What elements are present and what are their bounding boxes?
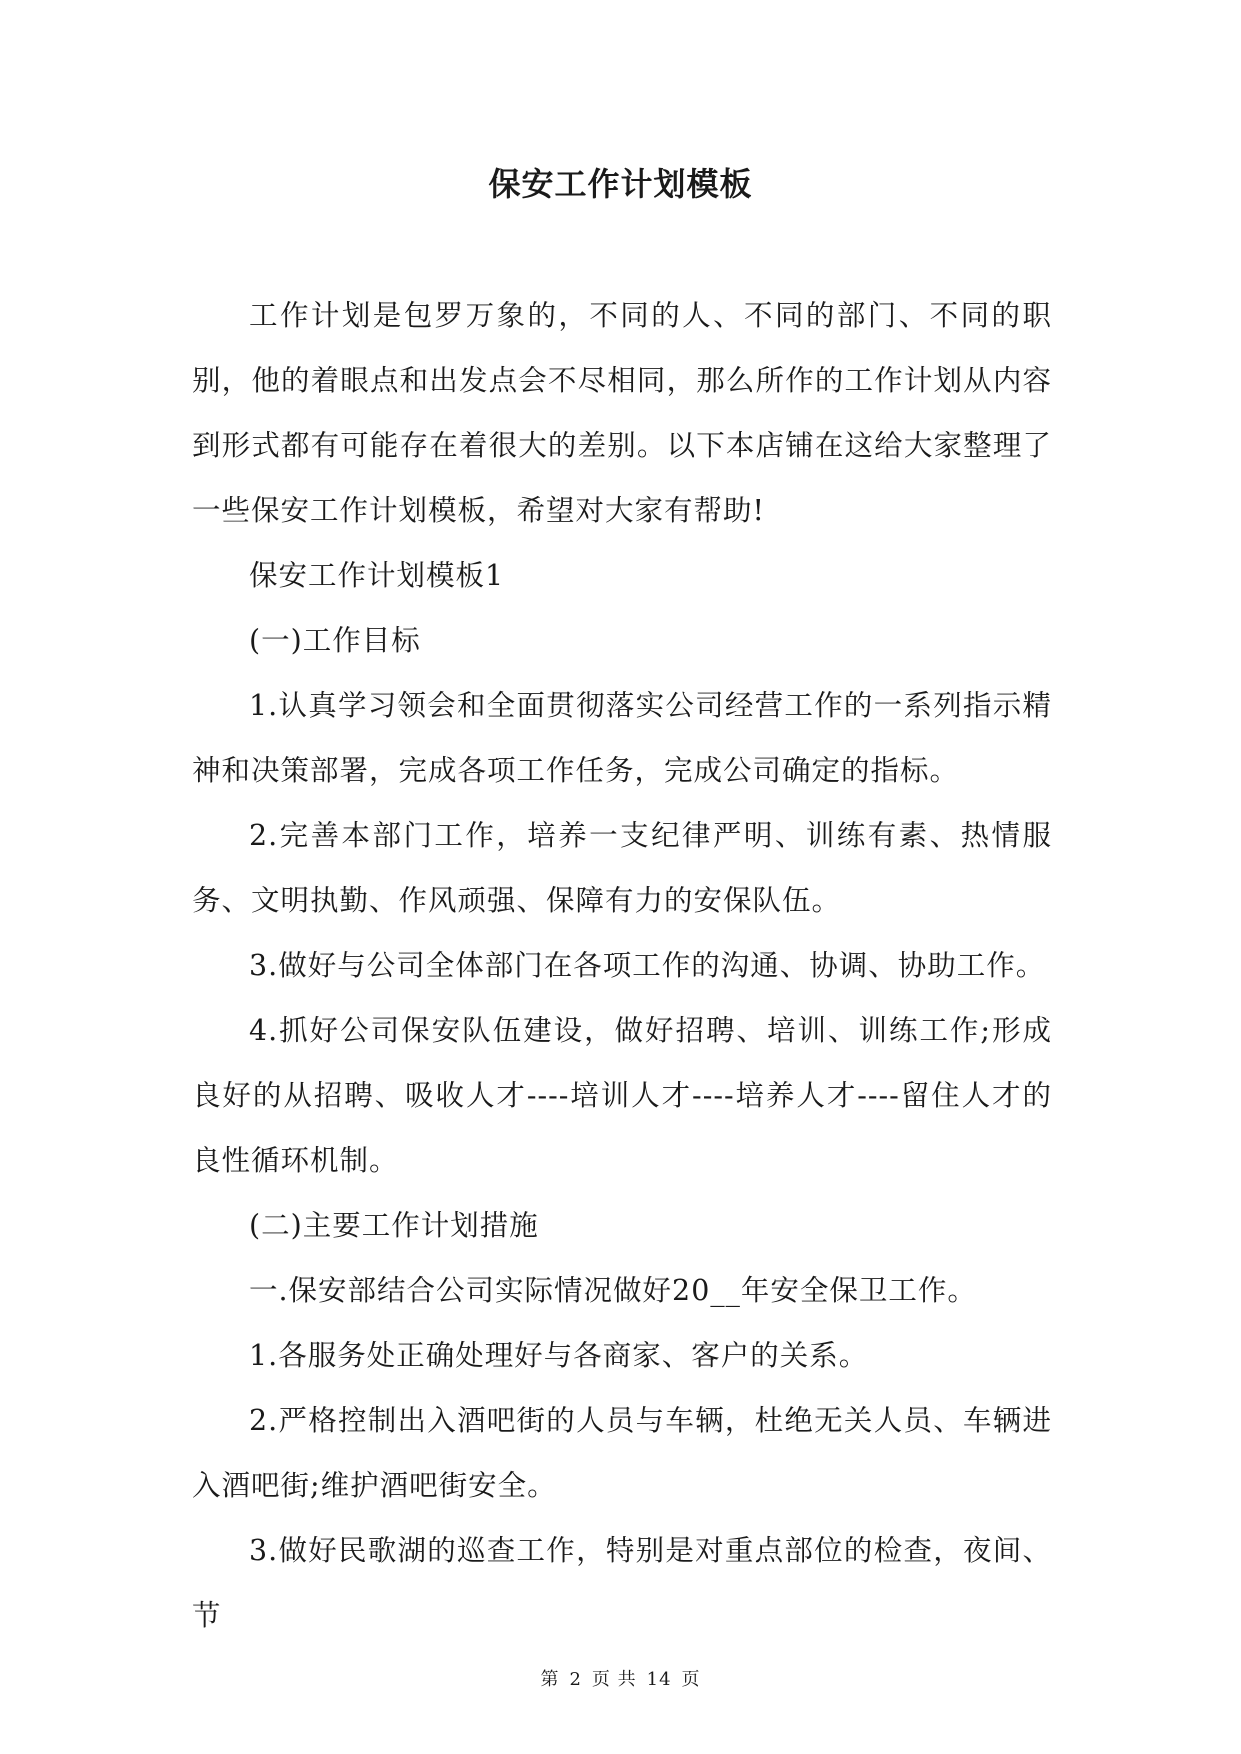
document-body [192, 283, 1052, 1648]
subsection-heading: (二)主要工作计划措施 [249, 1209, 539, 1242]
list-item: 3.做好民歌湖的巡查工作，特别是对重点部位的检查，夜间、节 [192, 1534, 1052, 1632]
subsection-heading: (一)工作目标 [249, 624, 421, 657]
list-item: 2.严格控制出入酒吧街的人员与车辆，杜绝无关人员、车辆进入酒吧街;维护酒吧街安全。 [192, 1404, 1052, 1502]
list-item: 3.做好与公司全体部门在各项工作的沟通、协调、协助工作。 [249, 949, 1046, 982]
list-item: 1.各服务处正确处理好与各商家、客户的关系。 [249, 1339, 869, 1372]
item-heading: 一.保安部结合公司实际情况做好20__年安全保卫工作。 [249, 1274, 977, 1307]
footer-current-page: 2 [569, 1669, 582, 1690]
section-heading: 保安工作计划模板1 [249, 559, 505, 592]
list-item: 1.认真学习领会和全面贯彻落实公司经营工作的一系列指示精神和决策部署，完成各项工作任务，完成公司确定的指标。 [192, 689, 1052, 787]
footer-total-pages: 14 [646, 1669, 672, 1690]
document-title: 保安工作计划模板 [488, 165, 753, 203]
list-item: 2.完善本部门工作，培养一支纪律严明、训练有素、热情服务、文明执勤、作风顽强、保障有力的安保队伍。 [192, 819, 1052, 917]
footer-suffix: 页 [681, 1669, 701, 1690]
page-footer [0, 1667, 1241, 1693]
list-item: 4.抓好公司保安队伍建设，做好招聘、培训、训练工作;形成良好的从招聘、吸收人才----培训人才----培养人才----留住人才的良性循环机制。 [192, 1014, 1052, 1177]
footer-prefix: 第 [540, 1669, 560, 1690]
footer-middle: 页 共 [591, 1669, 637, 1690]
intro-paragraph: 工作计划是包罗万象的，不同的人、不同的部门、不同的职别，他的着眼点和出发点会不尽相同，那么所作的工作计划从内容到形式都有可能存在着很大的差别。以下本店铺在这给大家整理了一些保安工作计划模板，希望对大家有帮助! [192, 299, 1052, 527]
